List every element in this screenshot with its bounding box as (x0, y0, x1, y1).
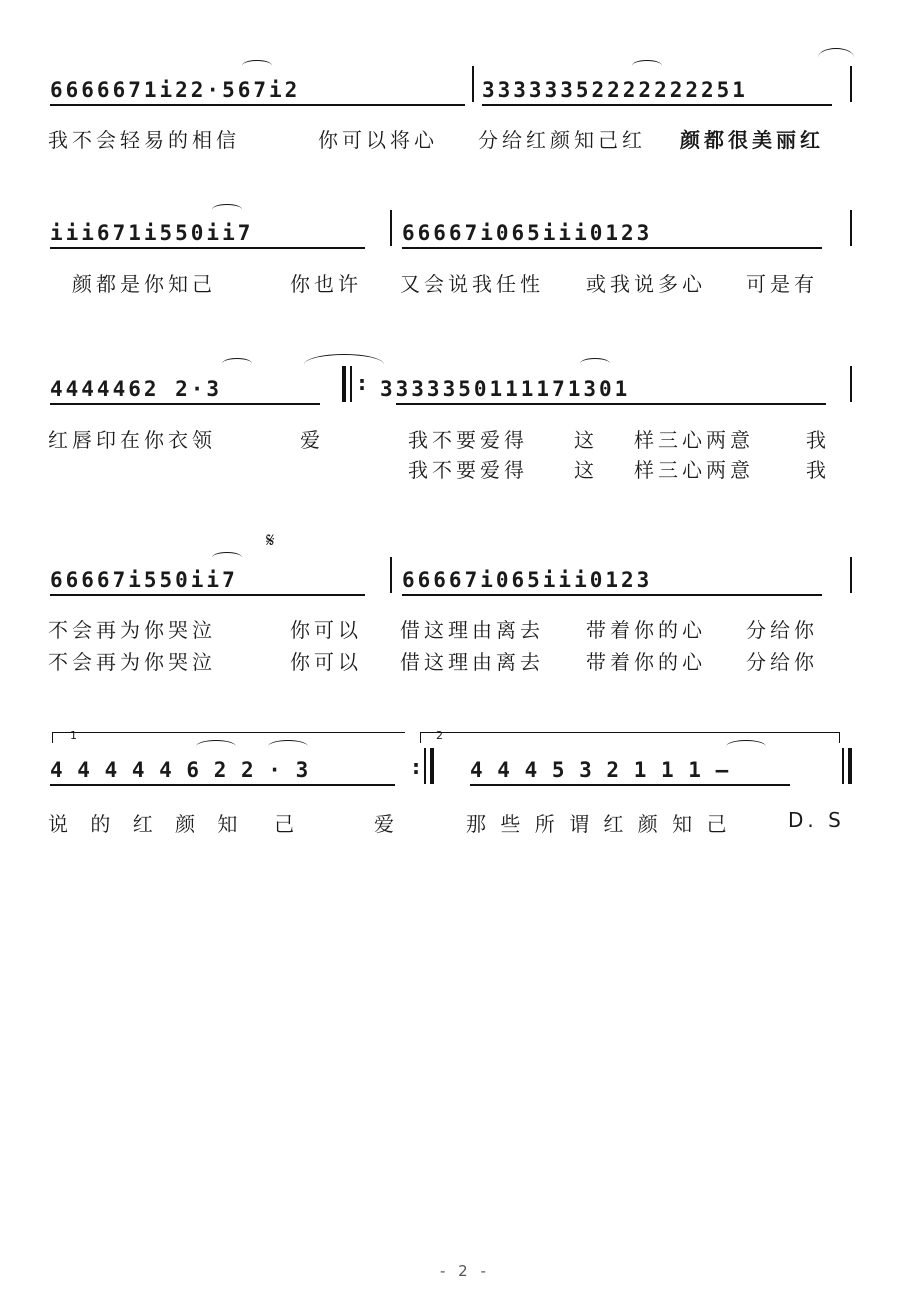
row3-lyric-e: 样三心两意 (634, 428, 754, 452)
row3-lyric-b: 爱 (300, 428, 324, 452)
beam-line (470, 784, 790, 786)
row1-notes-a: 6666671i22·567i2 (50, 78, 301, 102)
row4-lyric-e: 分给你 (746, 618, 818, 642)
row5-notes-a: 4 4 4 4 4 6 2 2 · 3 (50, 758, 310, 782)
row5-notes-b: 4 4 4 5 3 2 1 1 1 – (470, 758, 730, 782)
final-barline (842, 748, 844, 784)
tie-mark (242, 60, 272, 71)
barline (390, 210, 392, 246)
barline (424, 748, 426, 784)
row2-lyric-c: 又会说我任性 (400, 272, 544, 296)
barline (850, 557, 852, 593)
row5-lyric-d: D. S (788, 808, 845, 832)
barline (472, 66, 474, 102)
row3-lyric2-c: 我不要爱得 (408, 458, 528, 482)
slur-mark (818, 48, 854, 67)
row4-lyric-d: 带着你的心 (586, 618, 706, 642)
row2-lyric-e: 可是有 (746, 272, 818, 296)
tie-mark (632, 60, 662, 71)
row4-lyric2-d: 带着你的心 (586, 650, 706, 674)
tie-mark (212, 552, 242, 563)
row2-notes-b: 66667i065iii0123 (402, 221, 653, 245)
row3-lyric-d: 这 (574, 428, 598, 452)
beam-line (50, 403, 320, 405)
repeat-end-barline (430, 748, 434, 784)
row3-notes-b: 3333350111171301 (380, 377, 631, 401)
final-barline-thick (848, 748, 852, 784)
row3-lyric-c: 我不要爱得 (408, 428, 528, 452)
row3-lyric-f: 我 (806, 428, 830, 452)
row2-lyric-a: 颜都是你知己 (72, 272, 216, 296)
beam-line (50, 247, 365, 249)
beam-line (402, 594, 822, 596)
beam-line (482, 104, 832, 106)
row2-lyric-d: 或我说多心 (586, 272, 706, 296)
row1-lyric-b: 你可以将心 (318, 128, 438, 152)
tie-mark (222, 358, 252, 369)
beam-line (50, 104, 465, 106)
ending-number-1: 1 (70, 729, 77, 742)
row1-notes-b: 33333352222222251 (482, 78, 748, 102)
row3-lyric2-e: 样三心两意 (634, 458, 754, 482)
repeat-dots: : (358, 371, 366, 395)
barline (850, 366, 852, 402)
tie-mark (212, 204, 242, 215)
tie-mark (726, 740, 766, 753)
barline (850, 66, 852, 102)
beam-line (50, 594, 365, 596)
row1-lyric-d: 颜都很美丽红 (680, 128, 824, 152)
tie-mark (268, 740, 308, 753)
beam-line (396, 403, 826, 405)
row3-lyric2-f: 我 (806, 458, 830, 482)
ending-bracket-2 (420, 732, 840, 743)
row5-lyric-c: 那 些 所 谓 红 颜 知 己 (466, 812, 731, 836)
row4-lyric-c: 借这理由离去 (400, 618, 544, 642)
row3-lyric-a: 红唇印在你衣领 (48, 428, 216, 452)
row4-lyric2-c: 借这理由离去 (400, 650, 544, 674)
row4-lyric-b: 你可以 (290, 618, 362, 642)
row4-notes-a: 66667i550ii7 (50, 568, 238, 592)
row2-notes-a: iii671i550ii7 (50, 221, 254, 245)
row4-lyric2-a: 不会再为你哭泣 (48, 650, 216, 674)
row4-notes-b: 66667i065iii0123 (402, 568, 653, 592)
beam-line (402, 247, 822, 249)
page-number: - 2 - (440, 1262, 490, 1280)
repeat-dots: : (412, 755, 420, 779)
row5-lyric-b: 爱 (374, 812, 398, 836)
row2-lyric-b: 你也许 (290, 272, 362, 296)
row4-lyric2-e: 分给你 (746, 650, 818, 674)
tie-mark (580, 358, 610, 369)
row1-lyric-a: 我不会轻易的相信 (48, 128, 240, 152)
barline (390, 557, 392, 593)
barline (850, 210, 852, 246)
beam-line (50, 784, 395, 786)
segno-icon: 𝄋 (266, 528, 275, 552)
ending-number-2: 2 (436, 729, 443, 742)
tie-mark (196, 740, 236, 753)
row4-lyric-a: 不会再为你哭泣 (48, 618, 216, 642)
row3-lyric2-d: 这 (574, 458, 598, 482)
row4-lyric2-b: 你可以 (290, 650, 362, 674)
row1-lyric-c: 分给红颜知己红 (478, 128, 646, 152)
row5-lyric-a: 说 的 红 颜 知 己 (48, 812, 303, 836)
slur-mark (304, 354, 384, 375)
row3-notes-a: 4444462 2·3 (50, 377, 223, 401)
